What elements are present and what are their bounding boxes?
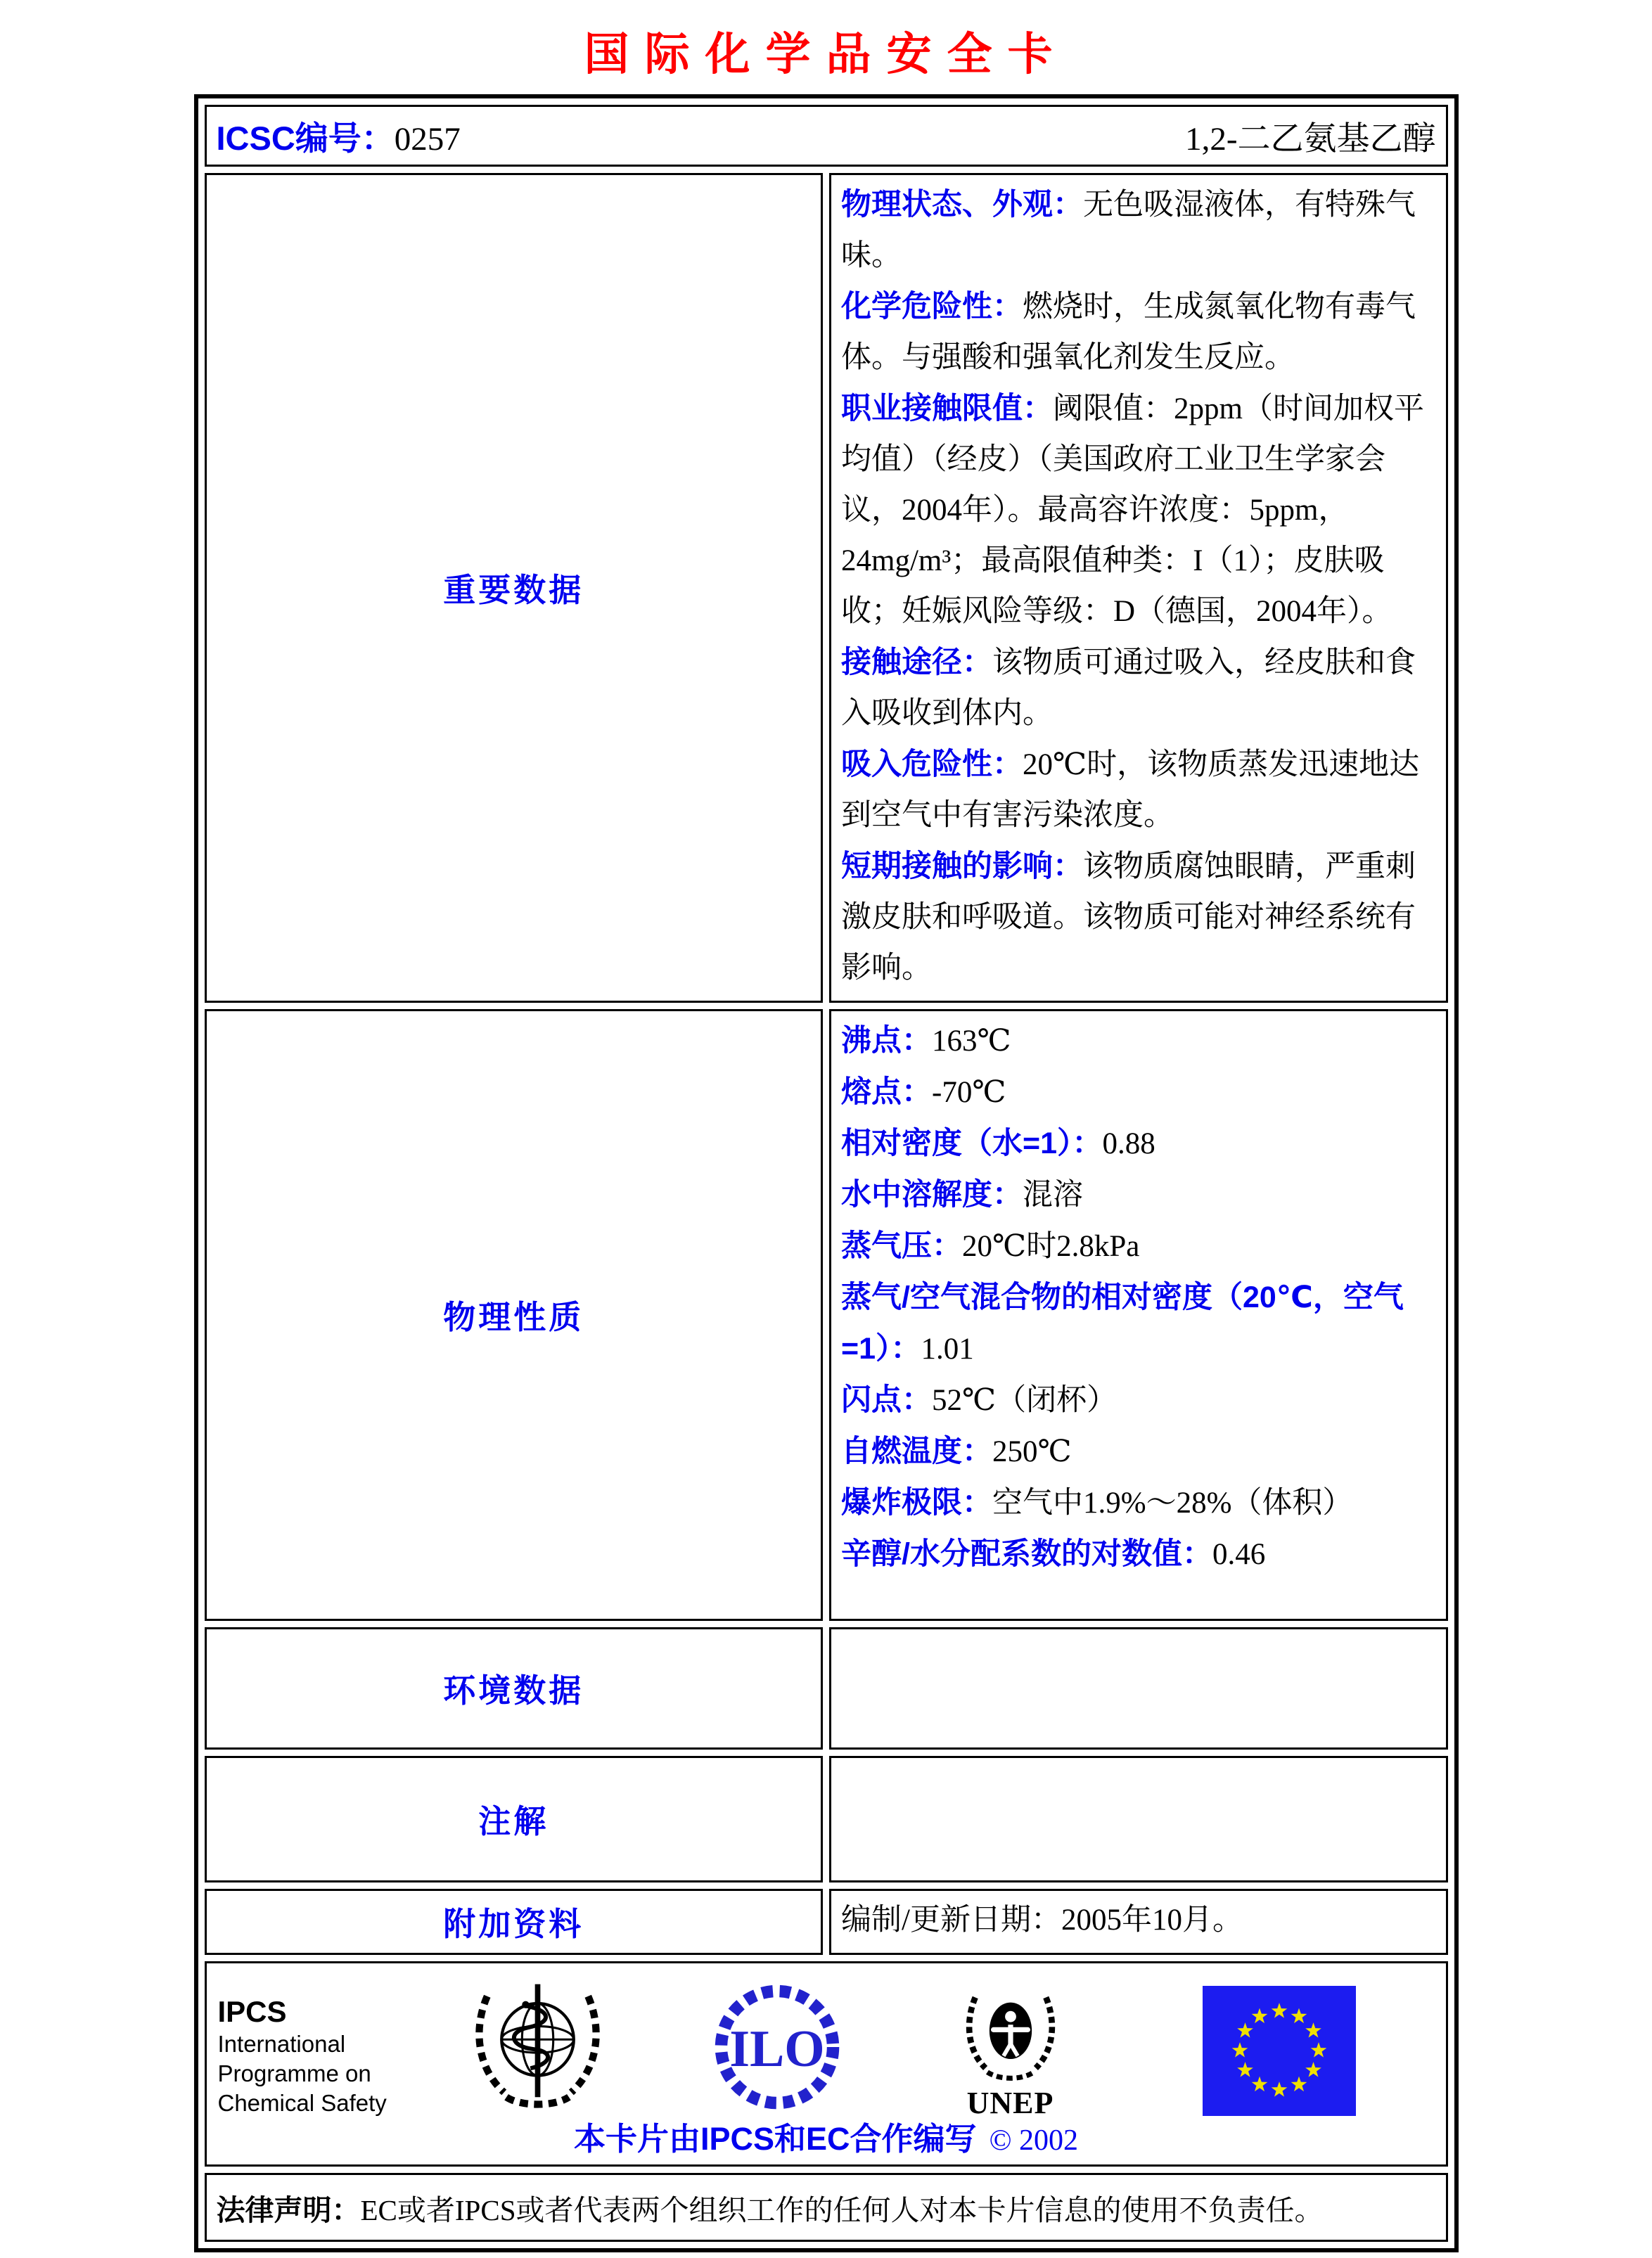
environmental-data-content bbox=[829, 1627, 1448, 1750]
field-value: 该物质腐蚀眼睛，严重刺激皮肤和呼吸道。该物质可能对神经系统有影响。 bbox=[841, 850, 1416, 984]
environmental-data-row bbox=[205, 1627, 1448, 1750]
important-data-item bbox=[841, 281, 1435, 383]
eu-flag-icon bbox=[1203, 1986, 1356, 2119]
notes-row-label: 注解 bbox=[205, 1756, 824, 1882]
physical-properties-row bbox=[205, 1009, 1448, 1621]
who-logo-icon bbox=[466, 1975, 610, 2122]
property-line bbox=[841, 1118, 1435, 1169]
property-value: -70℃ bbox=[932, 1076, 1006, 1109]
logos-banner bbox=[205, 1961, 1448, 2167]
legal-row bbox=[205, 2173, 1448, 2242]
property-value: 163℃ bbox=[932, 1025, 1011, 1058]
property-line bbox=[841, 1221, 1435, 1272]
field-label: 物理状态、外观： bbox=[841, 188, 1083, 222]
ipcs-text-block bbox=[218, 1994, 387, 2118]
page-title: 国际化学品安全卡 bbox=[584, 30, 1068, 79]
property-value: 0.46 bbox=[1212, 1538, 1266, 1571]
field-label: 职业接触限值： bbox=[841, 392, 1053, 425]
important-data-item bbox=[841, 179, 1435, 281]
physical-properties-row-label: 物理性质 bbox=[205, 1009, 824, 1621]
ilo-logo-icon bbox=[709, 1979, 845, 2119]
card-header-row bbox=[205, 105, 1448, 167]
field-value: 无色吸湿液体，有特殊气味。 bbox=[841, 188, 1416, 272]
property-line bbox=[841, 1375, 1435, 1426]
property-line bbox=[841, 1272, 1435, 1375]
property-label: 相对密度（水=1）： bbox=[841, 1127, 1103, 1160]
icsc-safety-card-page bbox=[0, 18, 1652, 2258]
property-value: 0.88 bbox=[1102, 1127, 1155, 1160]
ipcs-subtitle-line: International bbox=[217, 2031, 346, 2057]
safety-card-table bbox=[194, 94, 1459, 2252]
property-line bbox=[841, 1015, 1435, 1067]
logos-row bbox=[205, 1961, 1448, 2167]
property-label: 闪点： bbox=[841, 1383, 932, 1417]
cooperation-caption bbox=[207, 2113, 1446, 2159]
property-label: 爆炸极限： bbox=[841, 1486, 992, 1520]
property-label: 沸点： bbox=[841, 1024, 932, 1058]
field-label: 化学危险性： bbox=[841, 290, 1023, 323]
legal-notice bbox=[205, 2173, 1448, 2242]
unep-logo-icon bbox=[955, 1983, 1066, 2119]
property-line bbox=[841, 1529, 1435, 1580]
property-line bbox=[841, 1169, 1435, 1221]
unep-wordmark: UNEP bbox=[966, 2086, 1054, 2120]
legal-text: EC或者IPCS或者代表两个组织工作的任何人对本卡片信息的使用不负责任。 bbox=[360, 2193, 1324, 2226]
ipcs-title: IPCS bbox=[217, 1995, 287, 2028]
notes-row bbox=[205, 1756, 1448, 1882]
physical-properties-content bbox=[829, 1009, 1448, 1621]
important-data-row bbox=[205, 173, 1448, 1003]
property-label: 蒸气压： bbox=[841, 1229, 962, 1263]
property-label: 辛醇/水分配系数的对数值： bbox=[841, 1537, 1212, 1571]
property-label: 水中溶解度： bbox=[841, 1178, 1023, 1212]
additional-info-content: 编制/更新日期：2005年10月。 bbox=[829, 1889, 1448, 1955]
field-label: 短期接触的影响： bbox=[841, 849, 1083, 883]
property-value: 52℃（闭杯） bbox=[932, 1384, 1118, 1417]
property-line bbox=[841, 1426, 1435, 1477]
important-data-item bbox=[841, 383, 1435, 637]
notes-content bbox=[829, 1756, 1448, 1882]
important-data-item bbox=[841, 841, 1435, 994]
field-label: 吸入危险性： bbox=[841, 748, 1023, 781]
ilo-letters: ILO bbox=[729, 2020, 825, 2078]
important-data-content bbox=[829, 173, 1448, 1003]
environmental-data-row-label: 环境数据 bbox=[205, 1627, 824, 1750]
cooperation-caption-text: 本卡片由IPCS和EC合作编写 bbox=[574, 2121, 977, 2157]
field-value: 阈限值：2ppm（时间加权平均值）（经皮）（美国政府工业卫生学家会议，2004年）。最高容许浓度：5ppm，24mg/m³；最高限值种类：I（1）；皮肤吸收；妊娠风险等级：D（德国，2004年）。 bbox=[841, 392, 1424, 628]
ipcs-subtitle-line: Programme on bbox=[217, 2060, 371, 2086]
ipcs-subtitle-line: Chemical Safety bbox=[217, 2090, 387, 2116]
field-value: 燃烧时，生成氮氧化物有毒气体。与强酸和强氧化剂发生反应。 bbox=[841, 290, 1416, 374]
property-value: 20℃时2.8kPa bbox=[962, 1230, 1140, 1263]
field-value: 该物质可通过吸入，经皮肤和食入吸收到体内。 bbox=[841, 646, 1416, 730]
important-data-item bbox=[841, 637, 1435, 739]
property-line bbox=[841, 1477, 1435, 1529]
copyright-text: © 2002 bbox=[989, 2124, 1078, 2157]
icsc-number-group bbox=[217, 113, 461, 160]
property-label: 自燃温度： bbox=[841, 1435, 992, 1468]
property-value: 混溶 bbox=[1023, 1179, 1083, 1212]
chemical-name: 1,2-二乙氨基乙醇 bbox=[1185, 120, 1436, 158]
property-label: 蒸气/空气混合物的相对密度（20℃，空气=1）： bbox=[841, 1281, 1404, 1366]
additional-info-row bbox=[205, 1889, 1448, 1955]
property-value: 空气中1.9%～28%（体积） bbox=[992, 1487, 1353, 1520]
icsc-number-value: 0257 bbox=[394, 120, 461, 158]
card-header-cell bbox=[205, 105, 1448, 167]
legal-label: 法律声明： bbox=[216, 2193, 361, 2226]
property-value: 1.01 bbox=[921, 1333, 974, 1366]
property-label: 熔点： bbox=[841, 1075, 932, 1109]
icsc-number-label: ICSC编号： bbox=[216, 119, 395, 157]
property-line bbox=[841, 1067, 1435, 1118]
important-data-item bbox=[841, 739, 1435, 841]
additional-info-row-label: 附加资料 bbox=[205, 1889, 824, 1955]
field-value: 20℃时，该物质蒸发迅速地达到空气中有害污染浓度。 bbox=[841, 748, 1420, 832]
field-label: 接触途径： bbox=[841, 646, 992, 679]
important-data-row-label: 重要数据 bbox=[205, 173, 824, 1003]
property-value: 250℃ bbox=[992, 1435, 1072, 1468]
